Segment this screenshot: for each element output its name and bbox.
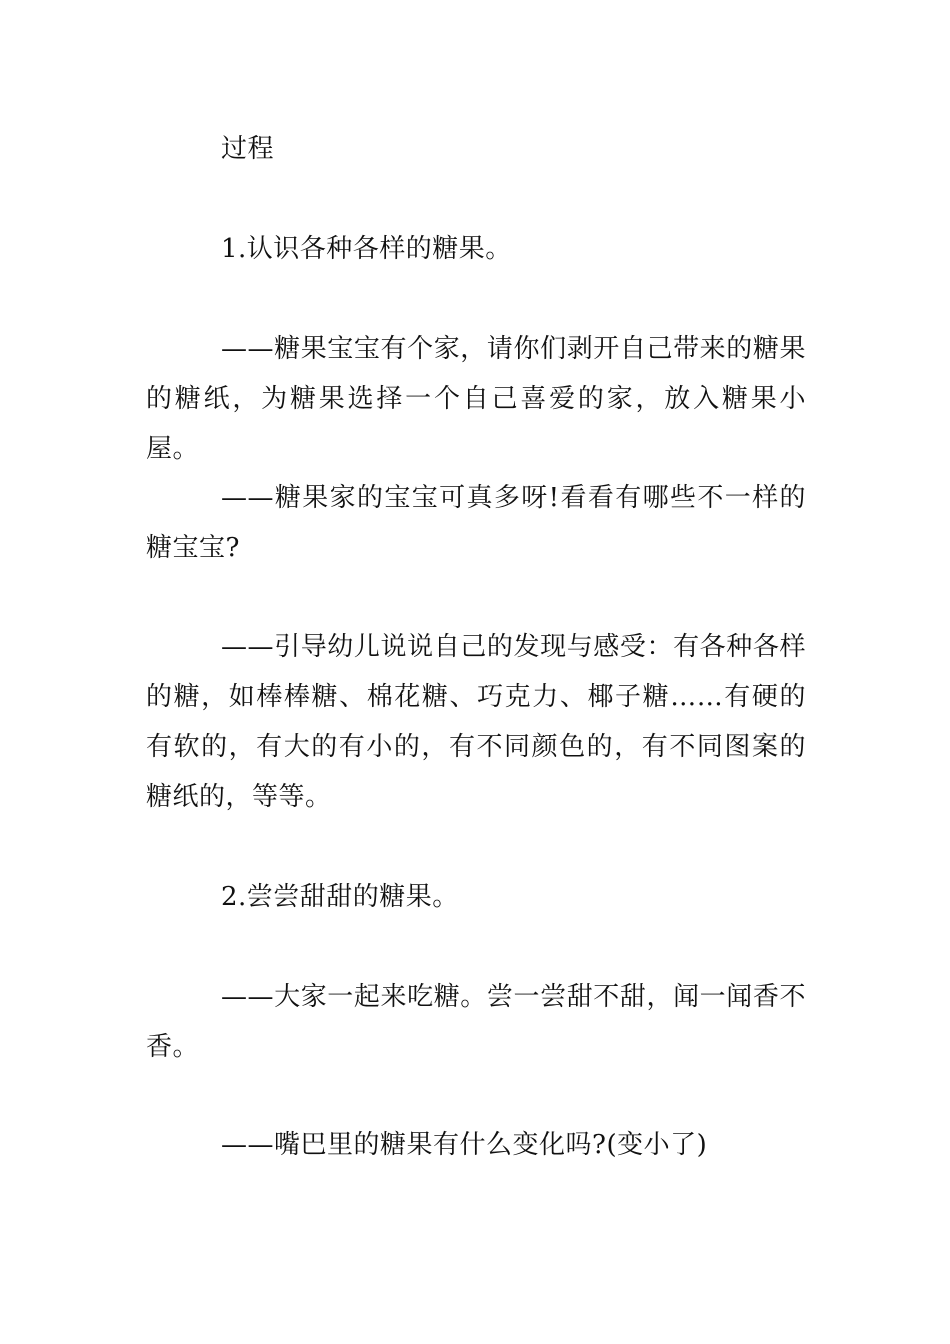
paragraph: ——糖果宝宝有个家，请你们剥开自己带来的糖果的糖纸，为糖果选择一个自己喜爱的家，放入糖果小屋。 [146,334,806,464]
step-heading: 2.尝尝甜甜的糖果。 [221,882,459,912]
paragraph: ——糖果家的宝宝可真多呀!看看有哪些不一样的糖宝宝? [146,483,806,563]
step-heading: 1.认识各种各样的糖果。 [221,234,512,264]
paragraph: ——引导幼儿说说自己的发现与感受：有各种各样的糖，如棒棒糖、棉花糖、巧克力、椰子糖……有硬的有软的，有大的有小的，有不同颜色的，有不同图案的糖纸的，等等。 [146,632,806,812]
paragraph: ——嘴巴里的糖果有什么变化吗?(变小了) [221,1130,708,1160]
paragraph: ——大家一起来吃糖。尝一尝甜不甜，闻一闻香不香。 [146,982,806,1062]
section-heading: 过程 [221,134,275,164]
